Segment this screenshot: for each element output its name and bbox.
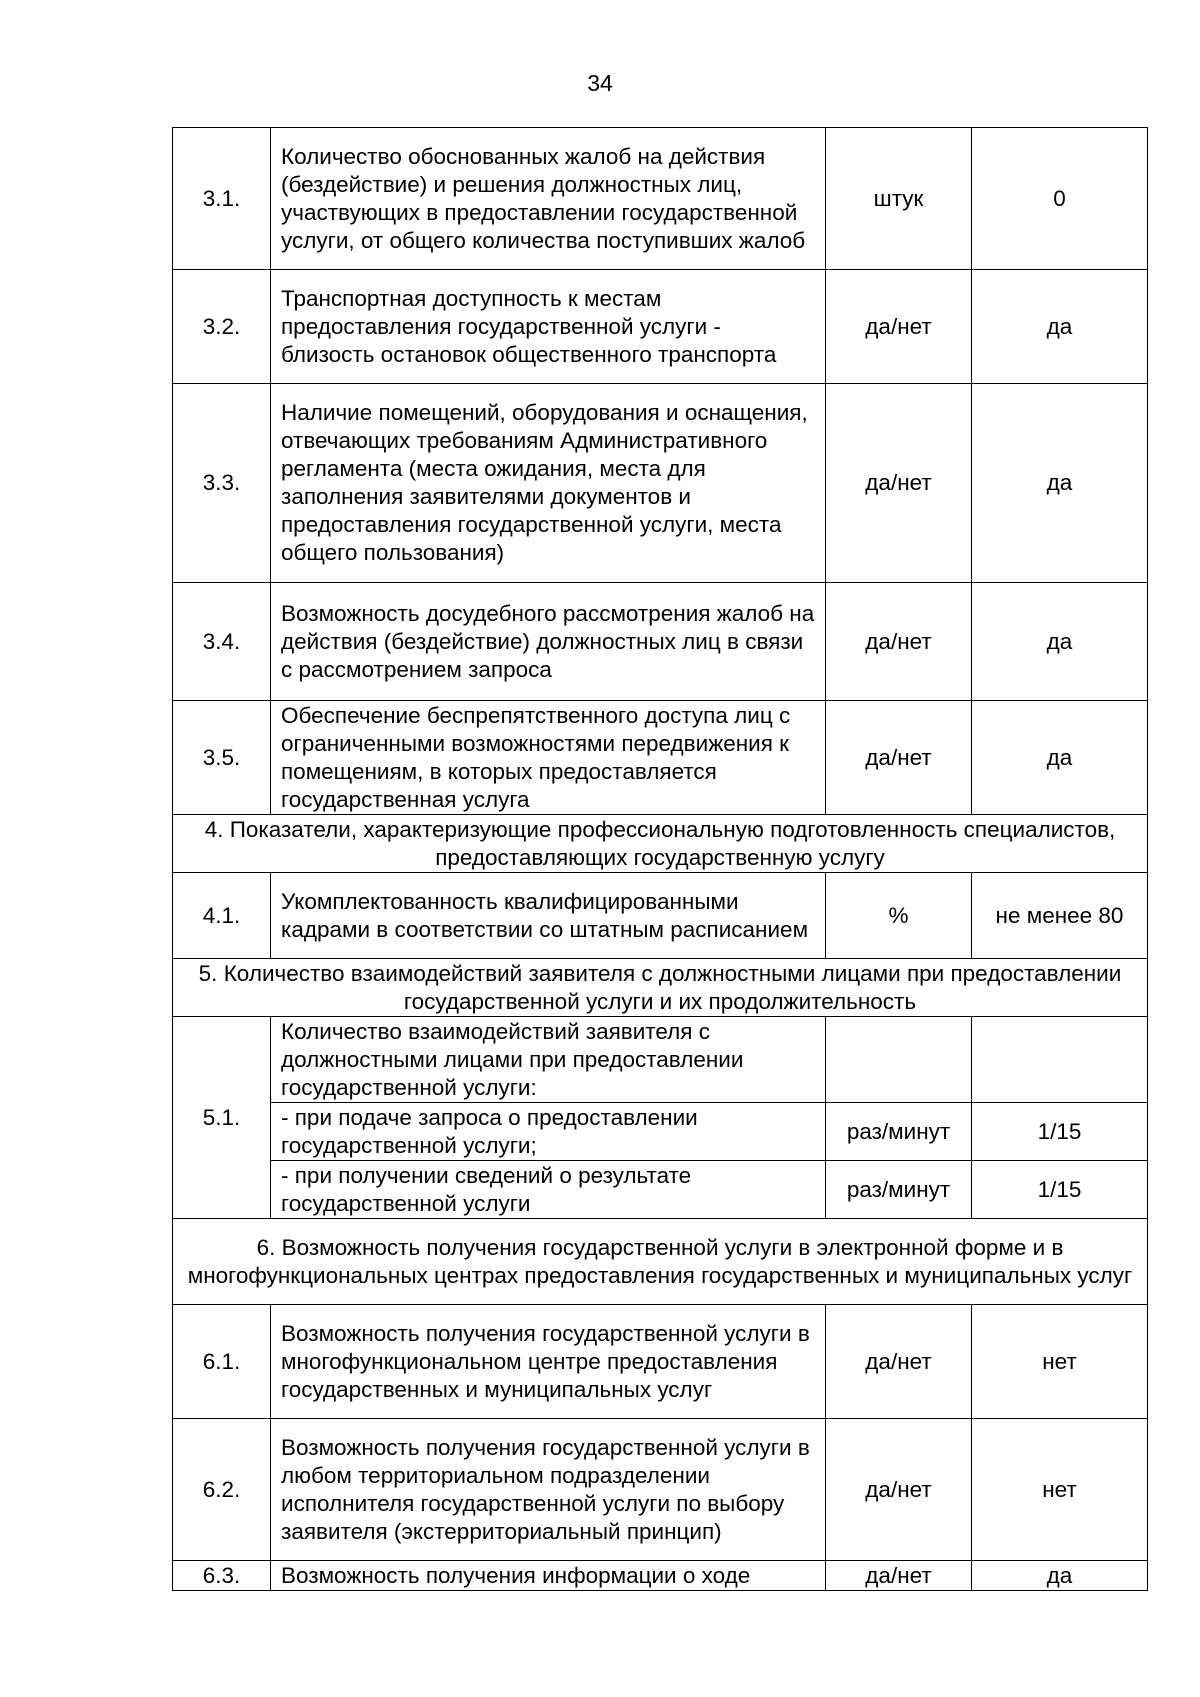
row-number: 3.5. (173, 701, 271, 815)
row-value-empty (972, 1017, 1148, 1103)
row-number: 5.1. (173, 1017, 271, 1219)
section-header: 5. Количество взаимодействий заявителя с должностными лицами при предоставлении государственной услуги и их продолжительность (173, 959, 1148, 1017)
page-number: 34 (587, 70, 613, 96)
row-unit: штук (826, 128, 972, 270)
row-number: 6.3. (173, 1561, 271, 1591)
section-header: 4. Показатели, характеризующие профессиональную подготовленность специалистов, предоставляющих государственную услугу (173, 815, 1148, 873)
subrow-value: 1/15 (972, 1161, 1148, 1219)
row-description: Количество взаимодействий заявителя с должностными лицами при предоставлении государственной услуги: (271, 1017, 826, 1103)
table-subrow (173, 1161, 1148, 1219)
row-number: 3.3. (173, 384, 271, 583)
row-unit-empty (826, 1017, 972, 1103)
row-unit: да/нет (826, 384, 972, 583)
subrow-description: - при получении сведений о результате государственной услуги (271, 1161, 826, 1219)
section-header-row (173, 959, 1148, 1017)
row-number: 3.2. (173, 270, 271, 384)
row-unit: да/нет (826, 1419, 972, 1561)
row-number: 3.1. (173, 128, 271, 270)
row-description: Возможность досудебного рассмотрения жалоб на действия (бездействие) должностных лиц в связи с рассмотрением запроса (271, 583, 826, 701)
row-description: Обеспечение беспрепятственного доступа лиц с ограниченными возможностями передвижения к помещениям, в которых предоставляется государственная услуга (271, 701, 826, 815)
row-description: Возможность получения информации о ходе (271, 1561, 826, 1591)
table-subrow (173, 1103, 1148, 1161)
section-header-row (173, 1219, 1148, 1305)
row-description: Наличие помещений, оборудования и оснащения, отвечающих требованиям Административного регламента (места ожидания, места для заполнения заявителями документов и предоставления государственной услуги, места общего пользования) (271, 384, 826, 583)
row-number: 4.1. (173, 873, 271, 959)
row-value: да (972, 701, 1148, 815)
row-value: нет (972, 1419, 1148, 1561)
row-number: 6.1. (173, 1305, 271, 1419)
row-value: нет (972, 1305, 1148, 1419)
subrow-value: 1/15 (972, 1103, 1148, 1161)
row-value: да (972, 583, 1148, 701)
row-description: Возможность получения государственной услуги в любом территориальном подразделении исполнителя государственной услуги по выбору заявителя (экстерриториальный принцип) (271, 1419, 826, 1561)
subrow-description: - при подаче запроса о предоставлении государственной услуги; (271, 1103, 826, 1161)
table-row (173, 1419, 1148, 1561)
table-row (173, 1305, 1148, 1419)
row-unit: % (826, 873, 972, 959)
table-row (173, 873, 1148, 959)
row-unit: да/нет (826, 701, 972, 815)
subrow-unit: раз/минут (826, 1161, 972, 1219)
row-value: 0 (972, 128, 1148, 270)
row-value: не менее 80 (972, 873, 1148, 959)
table-row (173, 583, 1148, 701)
table-row (173, 270, 1148, 384)
indicators-table (172, 127, 1148, 1591)
row-number: 6.2. (173, 1419, 271, 1561)
row-value: да (972, 384, 1148, 583)
table-row (173, 1561, 1148, 1591)
table-row (173, 384, 1148, 583)
row-description: Возможность получения государственной услуги в многофункциональном центре предоставления государственных и муниципальных услуг (271, 1305, 826, 1419)
row-value: да (972, 1561, 1148, 1591)
row-unit: да/нет (826, 270, 972, 384)
table-row (173, 701, 1148, 815)
table-row (173, 128, 1148, 270)
row-unit: да/нет (826, 583, 972, 701)
row-unit: да/нет (826, 1305, 972, 1419)
section-header: 6. Возможность получения государственной услуги в электронной форме и в многофункциональных центрах предоставления государственных и муниципальных услуг (173, 1219, 1148, 1305)
subrow-unit: раз/минут (826, 1103, 972, 1161)
table-row (173, 1017, 1148, 1103)
row-description: Транспортная доступность к местам предоставления государственной услуги - близость остановок общественного транспорта (271, 270, 826, 384)
section-header-row (173, 815, 1148, 873)
row-value: да (972, 270, 1148, 384)
row-description: Укомплектованность квалифицированными кадрами в соответствии со штатным расписанием (271, 873, 826, 959)
row-unit: да/нет (826, 1561, 972, 1591)
row-description: Количество обоснованных жалоб на действия (бездействие) и решения должностных лиц, участвующих в предоставлении государственной услуги, от общего количества поступивших жалоб (271, 128, 826, 270)
row-number: 3.4. (173, 583, 271, 701)
